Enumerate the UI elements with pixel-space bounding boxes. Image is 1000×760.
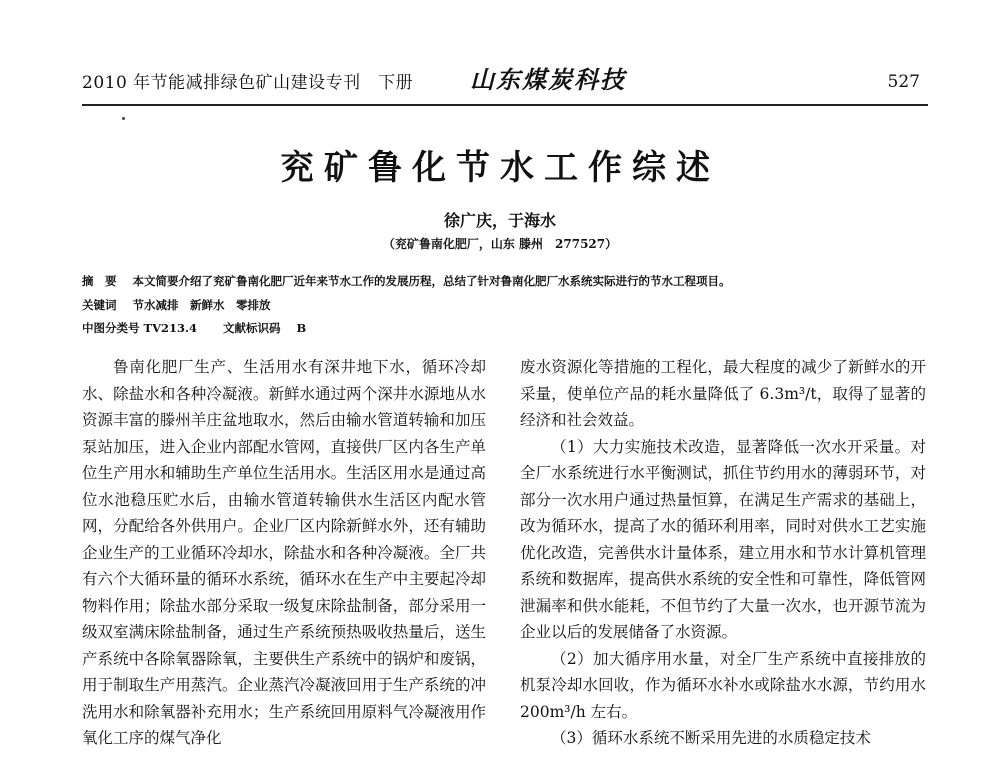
body-paragraph: 鲁南化肥厂生产、生活用水有深井地下水，循环冷却水、除盐水和各种冷凝液。新鲜水通过两个深井水源地从水资源丰富的滕州羊庄盆地取水，然后由输水管道转输和加压泵站加压，进入企业内部配水管网，直接供厂区内各生产单位生产用水和辅助生产单位生活用水。生活区用水是通过高位水池稳压贮水后，由输水管道转输供水生活区内配水管网，分配给各外供用户。企业厂区内除新鲜水外，还有辅助企业生产的工业循环冷却水，除盐水和各种冷凝液。全厂共有六个大循环量的循环水系统，循环水在生产中主要起冷却物料作用；除盐水部分采取一级复床除盐制备，部分采用一级双室满床除盐制备，通过生产系统预热吸收热量后，送生产系统中各除氧器除氧，主要供生产系统中的锅炉和废锅，用于制取生产用蒸汽。企业蒸汽冷凝液回用于生产系统的冲洗用水和除氧器补充用水；生产系统回用原料气冷凝液用作氧化工序的煤气净化 (82, 358, 486, 747)
abstract-label: 摘 要 (82, 274, 117, 288)
doc-code-label: 文献标识码 (223, 321, 281, 335)
keywords (82, 297, 271, 313)
classification-label: 中图分类号 (82, 321, 140, 335)
keywords-text: 节水减排 新鲜水 零排放 (132, 298, 271, 312)
header-issue: 2010 年节能减排绿色矿山建设专刊 下册 (82, 73, 414, 93)
body-column-left (82, 354, 486, 752)
running-header (82, 65, 928, 98)
body-column-right (520, 354, 926, 752)
journal-name: 山东煤炭科技 (470, 65, 626, 94)
keywords-label: 关键词 (82, 298, 117, 312)
abstract-text: 本文简要介绍了兖矿鲁南化肥厂近年来节水工作的发展历程，总结了针对鲁南化肥厂水系统实际进行的节水工程项目。 (132, 274, 731, 288)
header-rule (82, 104, 928, 106)
classification-value: TV213.4 (143, 321, 198, 335)
article-title: 兖矿鲁化节水工作综述 (280, 148, 720, 188)
body-paragraph: （3）循环水系统不断采用先进的水质稳定技术 (551, 729, 871, 747)
affiliation: （兖矿鲁南化肥厂，山东 滕州 277527） (382, 237, 618, 251)
body-paragraph: （2）加大循序用水量，对全厂生产系统中直接排放的机泵冷却水回收，作为循环水补水或除盐水水源，节约用水 200m³/h 左右。 (520, 649, 926, 721)
stray-dot (122, 117, 125, 120)
authors: 徐广庆，于海水 (443, 211, 556, 230)
classification (82, 320, 306, 336)
page-number: 527 (887, 72, 920, 92)
body-paragraph: （1）大力实施技术改造，显著降低一次水开采量。对全厂水系统进行水平衡测试，抓住节约用水的薄弱环节，对部分一次水用户通过热量恒算，在满足生产需求的基础上，改为循环水，提高了水的循环利用率，同时对供水工艺实施优化改造，完善供水计量体系，建立用水和节水计算机管理系统和数据库，提高供水系统的安全性和可靠性，降低管网泄漏率和供水能耗，不但节约了大量一次水，也开源节流为企业以后的发展储备了水资源。 (520, 437, 926, 641)
abstract (82, 273, 731, 289)
doc-code-value: B (296, 321, 307, 335)
body-paragraph: 废水资源化等措施的工程化，最大程度的减少了新鲜水的开采量，使单位产品的耗水量降低了 6.3m³/t，取得了显著的经济和社会效益。 (520, 358, 926, 429)
